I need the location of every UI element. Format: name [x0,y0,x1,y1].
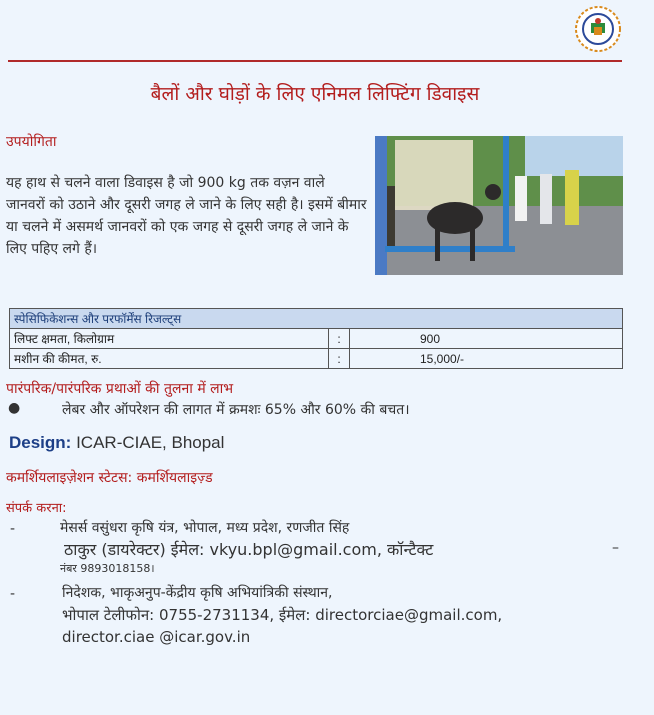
contact-line: मेसर्स वसुंधरा कृषि यंत्र, भोपाल, मध्य प्रदेश, रणजीत सिंह [60,520,350,536]
contact-heading: संपर्क करना: [6,501,67,516]
advantage-text: लेबर और ऑपरेशन की लागत में क्रमशः 65% और 60% की बचत। [62,402,410,418]
contact-dash: - [10,521,16,537]
spec-label: लिफ्ट क्षमता, किलोग्राम [10,329,329,349]
contact-item-1 [60,517,620,577]
page-title: बैलों और घोड़ों के लिए एनिमल लिफ्टिंग डिवाइस [150,83,480,105]
contact-line: ठाकुर (डायरेक्टर) ईमेल: vkyu.bpl@gmail.com, कॉन्टैक्ट [64,540,434,559]
spec-label: मशीन की कीमत, रु. [10,349,329,369]
design-value: ICAR-CIAE, Bhopal [76,433,225,452]
table-row [10,329,623,349]
spec-value: 15,000/- [350,349,623,369]
spec-table-header-text: स्पेसिफिकेशन्स और परफॉर्मेंस रिजल्ट्स [10,309,623,329]
contact-line: भोपाल टेलीफोन: 0755-2731134, ईमेल: directorciae@gmail.com, [62,606,503,624]
spec-value: 900 [350,329,623,349]
contact-line: निदेशक, भाकृअनुप-केंद्रीय कृषि अभियांत्रिकी संस्थान, [62,585,333,601]
contact-trailing-dash: – [612,540,619,556]
advantages-heading: पारंपरिक/पारंपरिक प्रथाओं की तुलना में लाभ [6,381,234,397]
contact-dash: - [10,586,16,602]
spec-table [9,308,623,369]
contact-item-2 [62,582,622,648]
contact-line: नंबर 9893018158। [60,562,155,575]
design-label: Design: [9,433,72,452]
animal-lifting-device-photo [375,136,623,275]
icar-ciae-logo [574,5,622,53]
bullet-icon: ● [8,400,21,416]
spec-table-header [10,309,623,329]
table-row [10,349,623,369]
spec-sep: : [329,349,350,369]
utility-text: यह हाथ से चलने वाला डिवाइस है जो 900 kg तक वज़न वाले जानवरों को उठाने और दूसरी जगह ले जाने के लिए सही है। इसमें बीमार या चलने में असमर्थ जानवरों को एक जगह से दूसरी जगह ले जाने के लिए पहिए लगे हैं। [6,175,367,257]
header-rule [8,60,622,62]
design-line [9,433,224,453]
contact-line: director.ciae @icar.gov.in [62,628,251,646]
spec-sep: : [329,329,350,349]
commercialization-status: कमर्शियलाइज़ेशन स्टेटस: कमर्शियलाइज़्ड [6,470,213,486]
utility-heading: उपयोगिता [6,134,57,150]
